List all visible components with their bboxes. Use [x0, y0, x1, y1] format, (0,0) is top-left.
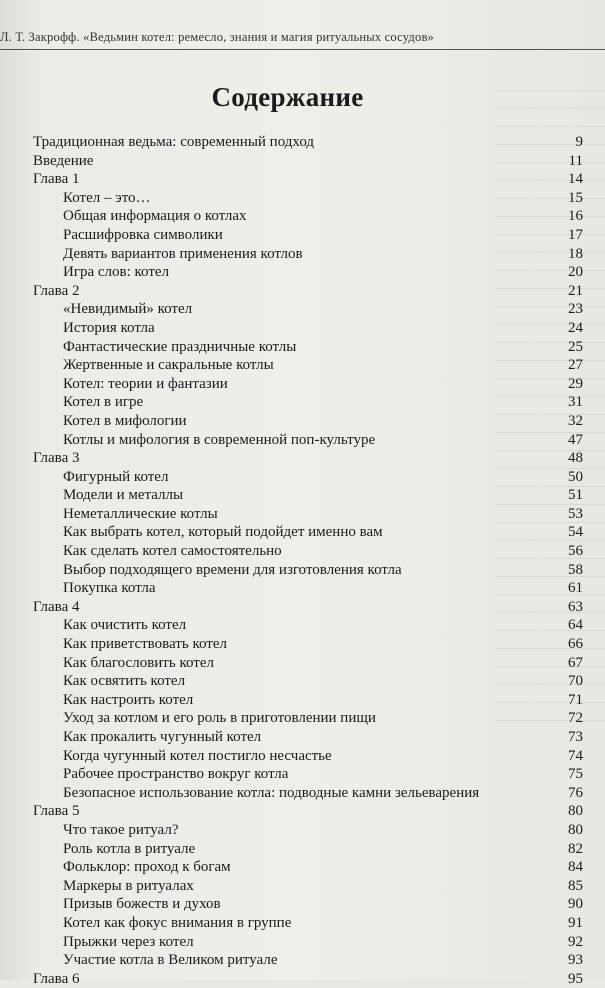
- toc-entry-title: Фантастические праздничные котлы: [63, 338, 297, 355]
- toc-page-number: 90: [568, 896, 583, 913]
- toc-entry-title: Глава 6: [33, 970, 80, 987]
- toc-entry: [33, 486, 583, 505]
- toc-entry-title: Глава 3: [33, 450, 80, 467]
- toc-entry-title: Как настроить котел: [63, 691, 194, 708]
- toc-entry-title: Как сделать котел самостоятельно: [63, 543, 282, 560]
- toc-entry-title: Котел: теории и фантазии: [63, 375, 228, 392]
- toc-entry: [33, 728, 583, 747]
- toc-entry: [33, 691, 583, 710]
- toc-page-number: 75: [568, 766, 583, 783]
- toc-page-number: 15: [568, 189, 583, 206]
- toc-page-number: 29: [568, 375, 583, 392]
- toc-page-number: 76: [568, 784, 583, 801]
- toc-entry-title: Как освятить котел: [63, 673, 186, 690]
- toc-entry-title: Котел – это…: [63, 189, 151, 206]
- toc-entry: [33, 951, 583, 970]
- toc-entry-title: Игра слов: котел: [63, 264, 170, 281]
- running-head: Л. Т. Закрофф. «Ведьмин котел: ремесло, знания и магия ритуальных сосудов»: [0, 30, 434, 44]
- toc-entry-title: Расшифровка символики: [63, 226, 223, 243]
- toc-entry-title: Выбор подходящего времени для изготовления котла: [63, 561, 402, 578]
- toc-entry-title: Безопасное использование котла: подводные камни зельеварения: [63, 784, 480, 801]
- toc-page-number: 63: [568, 598, 583, 615]
- toc-entry: [33, 263, 583, 282]
- toc-entry: [33, 319, 583, 338]
- toc-entry-title: Уход за котлом и его роль в приготовлении пищи: [63, 710, 376, 727]
- toc-entry-title: Фигурный котел: [63, 468, 169, 485]
- toc-entry-title: Неметаллические котлы: [63, 505, 218, 522]
- toc-page-number: 80: [568, 821, 583, 838]
- toc-entry: [33, 207, 583, 226]
- toc-entry-title: Котел в мифологии: [63, 412, 187, 429]
- toc-entry-title: Роль котла в ритуале: [63, 840, 196, 857]
- toc-page-number: 67: [568, 654, 583, 671]
- toc-entry-title: Глава 2: [33, 282, 80, 299]
- toc-page-number: 61: [568, 580, 583, 597]
- toc-entry-title: Как благословить котел: [63, 654, 214, 671]
- toc-entry-title: Общая информация о котлах: [63, 208, 247, 225]
- toc-page-number: 66: [568, 636, 583, 653]
- toc-page-number: 16: [568, 208, 583, 225]
- page-title: Содержание: [211, 82, 364, 112]
- toc-entry: [33, 840, 583, 859]
- toc-page-number: 73: [568, 729, 583, 745]
- toc-page-number: 20: [568, 264, 583, 281]
- toc-entry-title: Прыжки через котел: [63, 933, 194, 950]
- toc-entry: [33, 356, 583, 375]
- toc-entry-title: Котлы и мифология в современной поп-культуре: [63, 431, 376, 448]
- toc-entry: [33, 431, 583, 450]
- toc-entry: [33, 505, 583, 524]
- toc-page-number: 95: [568, 970, 583, 987]
- toc-page-number: 56: [568, 543, 583, 560]
- toc-page-number: 82: [568, 840, 583, 857]
- toc-entry: [33, 245, 583, 264]
- toc-entry-title: Традиционная ведьма: современный подход: [33, 134, 315, 150]
- toc-entry: [33, 933, 583, 952]
- toc-entry: [33, 654, 583, 673]
- toc-entry: [33, 412, 583, 431]
- toc-page-number: 27: [568, 357, 583, 374]
- toc-entry: [33, 821, 583, 840]
- toc-chapter-entry: [33, 170, 583, 189]
- toc-entry-title: Модели и металлы: [63, 487, 184, 504]
- toc-entry: [33, 375, 583, 394]
- toc-entry-title: Глава 1: [33, 171, 80, 188]
- table-of-contents: [33, 133, 583, 988]
- toc-page-number: 50: [568, 468, 583, 485]
- toc-entry-title: Рабочее пространство вокруг котла: [63, 766, 289, 783]
- toc-entry-title: Девять вариантов применения котлов: [63, 245, 303, 262]
- toc-chapter-entry: [33, 970, 583, 988]
- toc-entry-title: Как очистить котел: [63, 617, 187, 634]
- toc-entry: [33, 542, 583, 561]
- toc-page-number: 51: [568, 487, 583, 504]
- toc-page-number: 23: [568, 301, 583, 318]
- toc-entry-title: История котла: [63, 319, 155, 336]
- toc-entry-title: Что такое ритуал?: [63, 821, 179, 838]
- toc-page-number: 64: [568, 617, 583, 634]
- toc-entry-title: Фольклор: проход к богам: [63, 859, 231, 876]
- toc-page-number: 72: [568, 710, 583, 727]
- toc-chapter-entry: [33, 282, 583, 301]
- toc-entry: [33, 914, 583, 933]
- toc-entry: [33, 523, 583, 542]
- toc-entry: [33, 338, 583, 357]
- toc-entry: [33, 300, 583, 319]
- toc-page-number: 91: [568, 914, 583, 931]
- header-rule: [0, 49, 605, 50]
- toc-entry: [33, 784, 583, 803]
- toc-entry: [33, 877, 583, 896]
- toc-chapter-entry: [33, 449, 583, 468]
- toc-page-number: 31: [568, 394, 583, 411]
- toc-entry-title: Глава 4: [33, 598, 80, 615]
- toc-chapter-entry: [33, 802, 583, 821]
- toc-chapter-entry: [33, 598, 583, 617]
- toc-page-number: 80: [568, 803, 583, 820]
- toc-entry: [33, 579, 583, 598]
- toc-entry-title: Котел как фокус внимания в группе: [63, 914, 292, 931]
- toc-entry-title: Как прокалить чугунный котел: [63, 729, 262, 745]
- toc-page-number: 71: [568, 691, 583, 708]
- toc-page-number: 92: [568, 933, 583, 950]
- toc-entry: [33, 561, 583, 580]
- toc-entry: [33, 226, 583, 245]
- toc-entry: [33, 635, 583, 654]
- toc-page-number: 21: [568, 282, 583, 299]
- toc-page-number: 47: [568, 431, 583, 448]
- toc-page-number: 24: [568, 319, 583, 336]
- toc-entry: [33, 747, 583, 766]
- toc-entry-title: Как приветствовать котел: [63, 636, 227, 653]
- toc-page-number: 93: [568, 952, 583, 969]
- toc-entry-title: Маркеры в ритуалах: [63, 877, 194, 894]
- toc-entry: [33, 765, 583, 784]
- toc-page-number: 58: [568, 561, 583, 578]
- toc-entry-title: Как выбрать котел, который подойдет именно вам: [63, 524, 383, 541]
- toc-page-number: 84: [568, 859, 583, 876]
- toc-entry-title: Глава 5: [33, 803, 80, 820]
- toc-page-number: 17: [568, 226, 583, 243]
- toc-entry: [33, 616, 583, 635]
- toc-entry-title: Призыв божеств и духов: [63, 896, 221, 913]
- toc-entry: [33, 189, 583, 208]
- toc-page-number: 53: [568, 505, 583, 522]
- toc-entry-title: Покупка котла: [63, 580, 156, 597]
- toc-page-number: 11: [568, 152, 583, 169]
- toc-page-number: 25: [568, 338, 583, 355]
- toc-entry: [33, 895, 583, 914]
- toc-page-number: 18: [568, 245, 583, 262]
- toc-entry-title: Участие котла в Великом ритуале: [63, 952, 278, 969]
- toc-page-number: 74: [568, 747, 583, 764]
- toc-page-number: 54: [568, 524, 583, 541]
- toc-entry: [33, 393, 583, 412]
- toc-entry: [33, 672, 583, 691]
- toc-chapter-entry: [33, 152, 583, 171]
- toc-chapter-entry: [33, 133, 583, 152]
- toc-entry: [33, 709, 583, 728]
- toc-entry: [33, 468, 583, 487]
- toc-page-number: 70: [568, 673, 583, 690]
- toc-page-number: 9: [575, 134, 583, 150]
- toc-entry-title: «Невидимый» котел: [63, 301, 193, 318]
- toc-entry-title: Котел в игре: [63, 394, 144, 411]
- toc-entry-title: Жертвенные и сакральные котлы: [63, 357, 274, 374]
- toc-entry-title: Когда чугунный котел постигло несчастье: [63, 747, 332, 764]
- toc-page-number: 32: [568, 412, 583, 429]
- toc-page-number: 48: [568, 450, 583, 467]
- toc-page-number: 14: [568, 171, 583, 188]
- toc-entry-title: Введение: [33, 152, 94, 169]
- toc-page-number: 85: [568, 877, 583, 894]
- toc-entry: [33, 858, 583, 877]
